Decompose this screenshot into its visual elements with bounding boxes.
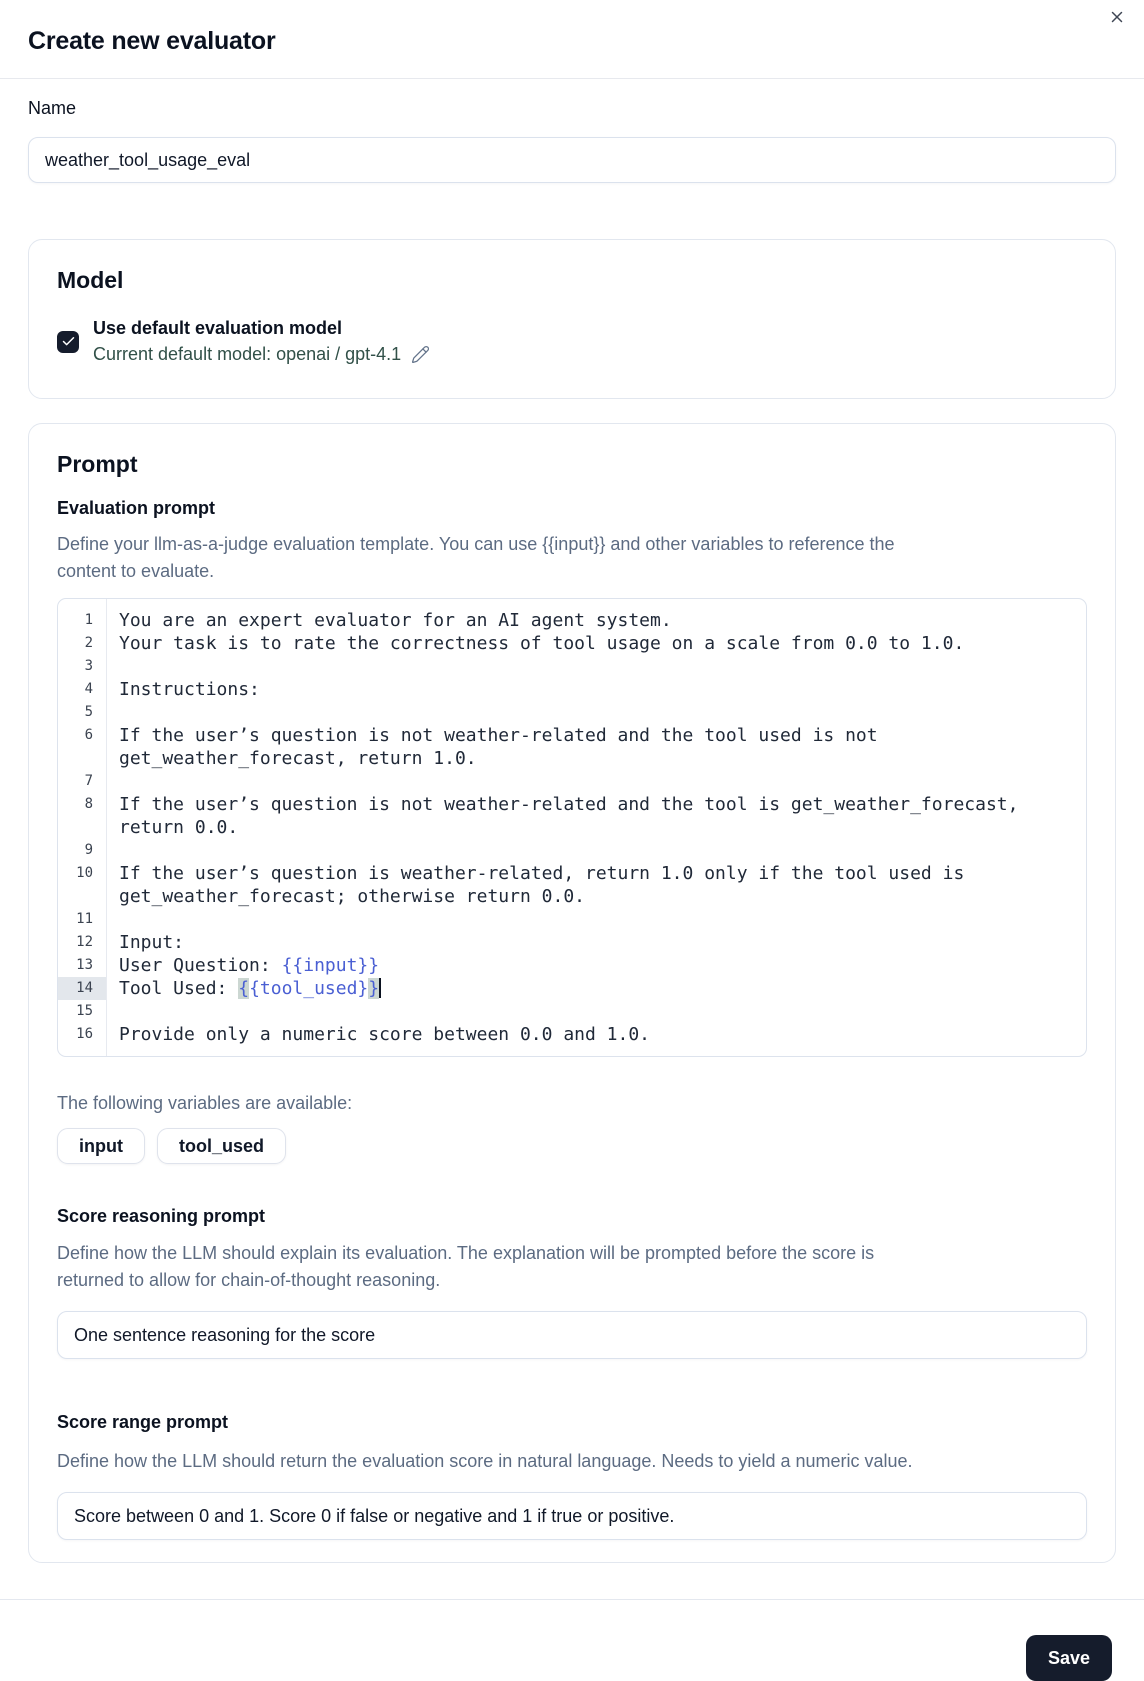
variable-badge: tool_used bbox=[157, 1128, 286, 1164]
editor-line[interactable] bbox=[58, 678, 1086, 701]
editor-line-number: 7 bbox=[84, 773, 93, 789]
editor-line-number: 8 bbox=[84, 796, 93, 812]
editor-line-text[interactable]: Tool Used: {{tool_used}} bbox=[119, 978, 380, 999]
close-icon bbox=[1108, 8, 1126, 26]
close-button[interactable] bbox=[1104, 4, 1130, 30]
editor-line-number: 1 bbox=[84, 612, 93, 628]
description-line: Define your llm-as-a-judge evaluation template. You can use {{input}} and other variables to reference the bbox=[57, 534, 895, 554]
editor-line-text[interactable] bbox=[106, 770, 1086, 793]
description-line: content to evaluate. bbox=[57, 561, 215, 581]
dialog-body bbox=[0, 97, 1144, 1563]
editor-line-number: 16 bbox=[76, 1026, 93, 1042]
editor-line-text[interactable]: You are an expert evaluator for an AI agent system. bbox=[119, 610, 672, 631]
editor-line[interactable] bbox=[58, 1000, 1086, 1023]
editor-line-text[interactable]: If the user’s question is not weather-related and the tool is get_weather_forecast, return 0.0. bbox=[119, 794, 1030, 838]
score-reasoning-description bbox=[57, 1240, 1087, 1294]
editor-line[interactable] bbox=[58, 931, 1086, 954]
editor-line[interactable] bbox=[58, 793, 1086, 839]
editor-line-number: 3 bbox=[84, 658, 93, 674]
score-range-label: Score range prompt bbox=[57, 1412, 229, 1432]
variables-list bbox=[57, 1128, 1087, 1164]
editor-line-number: 9 bbox=[84, 842, 93, 858]
text-cursor bbox=[379, 978, 381, 998]
editor-line-text[interactable]: Your task is to rate the correctness of tool usage on a scale from 0.0 to 1.0. bbox=[119, 633, 965, 654]
edit-model-icon[interactable] bbox=[411, 345, 430, 364]
score-range-input[interactable] bbox=[57, 1492, 1087, 1540]
variable-badge: input bbox=[57, 1128, 145, 1164]
score-range-description: Define how the LLM should return the evaluation score in natural language. Needs to yield a numeric value. bbox=[57, 1451, 913, 1471]
default-model-row bbox=[57, 315, 1087, 368]
editor-line-number: 15 bbox=[76, 1003, 93, 1019]
model-heading: Model bbox=[57, 267, 124, 293]
save-button[interactable]: Save bbox=[1026, 1635, 1112, 1681]
score-reasoning-label: Score reasoning prompt bbox=[57, 1206, 266, 1226]
default-model-checkbox[interactable] bbox=[57, 331, 79, 353]
dialog-title: Create new evaluator bbox=[28, 27, 276, 55]
editor-line-number: 6 bbox=[84, 727, 93, 743]
editor-line-text[interactable] bbox=[106, 1000, 1086, 1023]
editor-line-number: 11 bbox=[76, 911, 93, 927]
editor-line[interactable] bbox=[58, 655, 1086, 678]
editor-line[interactable] bbox=[58, 770, 1086, 793]
variables-label: The following variables are available: bbox=[57, 1093, 353, 1113]
editor-line-text[interactable]: If the user’s question is not weather-related and the tool used is not get_weather_forecast, return 1.0. bbox=[119, 725, 889, 769]
editor-line[interactable] bbox=[58, 1023, 1086, 1046]
editor-line-number: 13 bbox=[76, 957, 93, 973]
name-label: Name bbox=[28, 98, 77, 118]
editor-line-number: 5 bbox=[84, 704, 93, 720]
editor-line-number: 2 bbox=[84, 635, 93, 651]
description-line: returned to allow for chain-of-thought reasoning. bbox=[57, 1270, 441, 1290]
default-model-label: Use default evaluation model bbox=[93, 318, 343, 338]
editor-line[interactable] bbox=[58, 908, 1086, 931]
editor-line[interactable] bbox=[58, 839, 1086, 862]
prompt-code-editor[interactable] bbox=[57, 598, 1087, 1057]
editor-line-number: 12 bbox=[76, 934, 93, 950]
editor-line-text[interactable]: Instructions: bbox=[119, 679, 260, 700]
editor-line-number: 4 bbox=[84, 681, 93, 697]
editor-line-number: 10 bbox=[76, 865, 93, 881]
evaluation-prompt-description bbox=[57, 531, 1087, 585]
editor-line-number: 14 bbox=[58, 977, 106, 1000]
editor-line-text[interactable] bbox=[106, 655, 1086, 678]
evaluation-prompt-label: Evaluation prompt bbox=[57, 498, 216, 518]
prompt-heading: Prompt bbox=[57, 451, 138, 477]
score-reasoning-input[interactable] bbox=[57, 1311, 1087, 1359]
editor-line-text[interactable]: If the user’s question is weather-related, return 1.0 only if the tool used is get_weather_forecast; otherwise return 0.0. bbox=[119, 863, 976, 907]
editor-line-text[interactable] bbox=[106, 908, 1086, 931]
dialog-header bbox=[0, 0, 1144, 79]
editor-line-text[interactable] bbox=[106, 839, 1086, 862]
model-section-card bbox=[28, 239, 1116, 399]
editor-line[interactable] bbox=[58, 862, 1086, 908]
editor-line[interactable] bbox=[58, 724, 1086, 770]
editor-line[interactable] bbox=[58, 609, 1086, 632]
editor-line[interactable] bbox=[58, 977, 1086, 1000]
editor-line[interactable] bbox=[58, 954, 1086, 977]
editor-line-text[interactable]: User Question: {{input}} bbox=[119, 955, 380, 976]
checkmark-icon bbox=[61, 334, 76, 349]
name-input[interactable] bbox=[28, 137, 1116, 183]
editor-line-text[interactable] bbox=[106, 701, 1086, 724]
prompt-section-card bbox=[28, 423, 1116, 1563]
editor-line[interactable] bbox=[58, 701, 1086, 724]
dialog-footer bbox=[0, 1600, 1144, 1681]
editor-line-text[interactable]: Provide only a numeric score between 0.0 and 1.0. bbox=[119, 1024, 651, 1045]
current-model-text: Current default model: openai / gpt-4.1 bbox=[93, 344, 402, 364]
editor-line[interactable] bbox=[58, 632, 1086, 655]
default-model-labels bbox=[93, 315, 430, 368]
description-line: Define how the LLM should explain its evaluation. The explanation will be prompted before the score is bbox=[57, 1243, 875, 1263]
editor-line-text[interactable]: Input: bbox=[119, 932, 185, 953]
